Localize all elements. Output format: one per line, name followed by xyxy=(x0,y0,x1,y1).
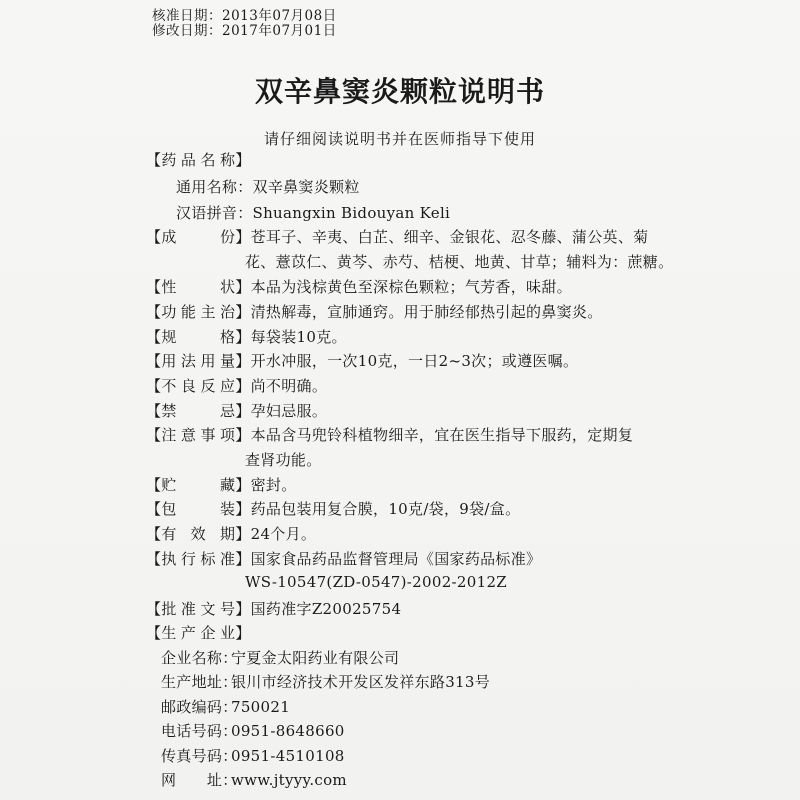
section-validity: 【有 效 期】24个月。 xyxy=(146,525,317,543)
section-ingredients: 【成 份】苍耳子、辛夷、白芷、细辛、金银花、忍冬藤、蒲公英、菊 xyxy=(146,228,649,246)
section-precautions: 【注意事项】本品含马兜铃科植物细辛，宜在医生指导下服药，定期复 xyxy=(146,426,634,444)
section-label: 生产企业 xyxy=(161,624,236,642)
adverse-text: 尚不明确。 xyxy=(250,377,328,395)
phone-label: 电话号码： xyxy=(161,722,238,740)
storage-text: 密封。 xyxy=(250,476,297,494)
section-storage: 【贮 藏】密封。 xyxy=(146,476,297,494)
website-label: 网 址： xyxy=(161,771,238,789)
section-label: 有 效 期 xyxy=(161,525,236,543)
section-label: 规 格 xyxy=(161,328,236,346)
fax-row xyxy=(161,745,345,766)
ingredients-line-2: 花、薏苡仁、黄芩、赤芍、桔梗、地黄、甘草；辅料为：蔗糖。 xyxy=(245,253,674,271)
pinyin-label: 汉语拼音： xyxy=(176,204,253,222)
section-label: 功能主治 xyxy=(161,303,236,321)
generic-name-label: 通用名称： xyxy=(176,178,253,196)
company-label: 企业名称： xyxy=(161,649,238,667)
standard-line-1: 国家食品药品监督管理局《国家药品标准》 xyxy=(250,550,542,568)
date-block xyxy=(152,9,337,39)
section-label: 用法用量 xyxy=(161,352,236,370)
phone-value: 0951-8648660 xyxy=(231,722,345,740)
section-adverse: 【不良反应】尚不明确。 xyxy=(146,377,328,395)
revision-date: 修改日期：2017年07月01日 xyxy=(152,23,337,39)
section-label: 禁 忌 xyxy=(161,402,236,420)
postcode-label: 邮政编码： xyxy=(161,698,238,716)
section-label: 成 份 xyxy=(161,228,236,246)
section-indications: 【功能主治】清热解毒，宣肺通窍。用于肺经郁热引起的鼻窦炎。 xyxy=(146,303,603,321)
document-subtitle: 请仔细阅读说明书并在医师指导下使用 xyxy=(263,130,536,148)
section-label: 不良反应 xyxy=(161,377,236,395)
appearance-text: 本品为浅棕黄色至深棕色颗粒；气芳香，味甜。 xyxy=(250,278,572,296)
address-row xyxy=(161,671,490,692)
address-value: 银川市经济技术开发区发祥东路313号 xyxy=(231,673,491,691)
website-value: www.jtyyy.com xyxy=(231,771,347,789)
section-specification: 【规 格】每袋装10克。 xyxy=(146,328,347,346)
section-dosage: 【用法用量】开水冲服，一次10克，一日2~3次；或遵医嘱。 xyxy=(146,352,579,370)
section-label: 贮 藏 xyxy=(161,476,236,494)
fax-value: 0951-4510108 xyxy=(231,747,345,765)
section-label: 药品名称 xyxy=(161,151,236,169)
section-drug-name: 【药品名称】 xyxy=(146,151,251,169)
section-contraindications: 【禁 忌】孕妇忌服。 xyxy=(146,402,328,420)
package-text: 药品包装用复合膜，10克/袋，9袋/盒。 xyxy=(250,500,521,518)
contraindications-text: 孕妇忌服。 xyxy=(250,402,328,420)
phone-row xyxy=(161,720,345,741)
pinyin-value: Shuangxin Bidouyan Keli xyxy=(252,204,451,222)
section-label: 性 状 xyxy=(161,278,236,296)
website-row xyxy=(161,769,347,790)
generic-name-value: 双辛鼻窦炎颗粒 xyxy=(252,178,360,196)
section-manufacturer: 【生产企业】 xyxy=(146,624,251,642)
postcode-value: 750021 xyxy=(231,698,291,716)
section-label: 批准文号 xyxy=(161,600,236,618)
pinyin-row xyxy=(176,202,450,223)
section-appearance: 【性 状】本品为浅棕黄色至深棕色颗粒；气芳香，味甜。 xyxy=(146,278,572,296)
validity-text: 24个月。 xyxy=(250,525,317,543)
section-approval-number: 【批准文号】国药准字Z20025754 xyxy=(146,600,402,618)
address-label: 生产地址： xyxy=(161,673,238,691)
precautions-line-1: 本品含马兜铃科植物细辛，宜在医生指导下服药，定期复 xyxy=(250,426,634,444)
section-label: 注意事项 xyxy=(161,426,236,444)
section-standard: 【执行标准】国家食品药品监督管理局《国家药品标准》 xyxy=(146,550,542,568)
postcode-row xyxy=(161,696,290,717)
standard-line-2: WS-10547(ZD-0547)-2002-2012Z xyxy=(245,573,508,591)
generic-name-row xyxy=(176,176,360,197)
dosage-text: 开水冲服，一次10克，一日2~3次；或遵医嘱。 xyxy=(250,352,579,370)
company-row xyxy=(161,647,399,668)
approval-date: 核准日期：2013年07月08日 xyxy=(152,8,337,24)
precautions-line-2: 查肾功能。 xyxy=(245,451,322,469)
specification-text: 每袋装10克。 xyxy=(250,328,347,346)
section-label: 执行标准 xyxy=(161,550,236,568)
approval-number-text: 国药准字Z20025754 xyxy=(250,600,402,618)
section-label: 包 装 xyxy=(161,500,236,518)
document-title: 双辛鼻窦炎颗粒说明书 xyxy=(254,75,545,108)
ingredients-line-1: 苍耳子、辛夷、白芷、细辛、金银花、忍冬藤、蒲公英、菊 xyxy=(250,228,649,246)
company-value: 宁夏金太阳药业有限公司 xyxy=(231,649,400,667)
fax-label: 传真号码： xyxy=(161,747,238,765)
indications-text: 清热解毒，宣肺通窍。用于肺经郁热引起的鼻窦炎。 xyxy=(250,303,603,321)
section-package: 【包 装】药品包装用复合膜，10克/袋，9袋/盒。 xyxy=(146,500,521,518)
